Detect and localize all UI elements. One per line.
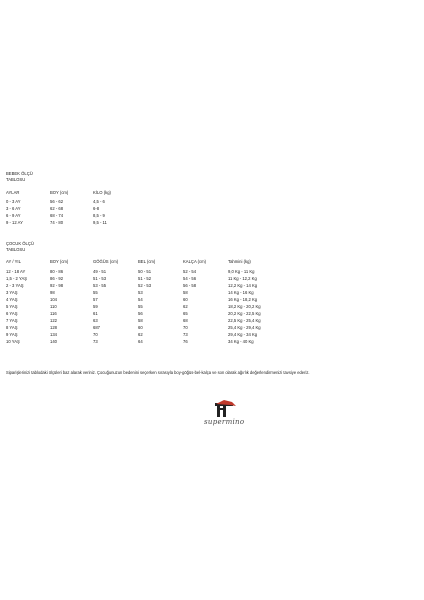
child-row-0-waist: 50 - 51 <box>138 269 152 274</box>
child-row-2-age: 2 - 3 YAŞ <box>6 283 24 288</box>
child-row-0-height: 80 - 86 <box>50 269 64 274</box>
baby-header-months: AYLAR <box>6 190 20 195</box>
child-row-3-age: 3 YAŞ <box>6 290 18 295</box>
baby-header-weight: KİLO (kg) <box>93 190 111 195</box>
child-row-4-height: 104 <box>50 297 57 302</box>
child-row-8-age: 8 YAŞ <box>6 325 18 330</box>
baby-row-0-height: 56 - 62 <box>50 199 64 204</box>
child-row-8-waist: 60 <box>138 325 143 330</box>
child-row-8-chest: 687 <box>93 325 100 330</box>
child-row-10-height: 140 <box>50 339 57 344</box>
child-row-7-weight: 22,5 Kg - 25,4 Kg <box>228 318 261 323</box>
child-row-9-hip: 73 <box>183 332 188 337</box>
child-header-age: AY / YIL <box>6 259 21 264</box>
child-header-weight: Tahmini (kg) <box>228 259 251 264</box>
child-row-3-weight: 14 Kg - 16 Kg <box>228 290 254 295</box>
child-row-7-chest: 63 <box>93 318 98 323</box>
baby-row-1-weight: 6-8 <box>93 206 100 211</box>
child-row-8-hip: 70 <box>183 325 188 330</box>
child-row-4-waist: 54 <box>138 297 143 302</box>
baby-row-3-weight: 9,5 - 11 <box>93 220 107 225</box>
child-row-7-hip: 68 <box>183 318 188 323</box>
child-table-title-line1: ÇOCUK ÖLÇÜ <box>6 241 34 246</box>
baby-row-3-months: 9 - 12 AY <box>6 220 23 225</box>
child-row-6-age: 6 YAŞ <box>6 311 18 316</box>
child-header-chest: GÖĞÜS (cm) <box>93 259 119 264</box>
child-header-hip: KALÇA (cm) <box>183 259 207 264</box>
child-row-3-chest: 55 <box>93 290 98 295</box>
child-row-3-waist: 53 <box>138 290 143 295</box>
child-row-9-chest: 70 <box>93 332 98 337</box>
child-row-6-weight: 20,2 Kg - 22,5 Kg <box>228 311 261 316</box>
child-row-7-waist: 58 <box>138 318 143 323</box>
child-row-10-hip: 76 <box>183 339 188 344</box>
baby-table-title-line1: BEBEK ÖLÇÜ <box>6 171 33 176</box>
child-row-0-age: 12 - 18 AY <box>6 269 26 274</box>
child-row-1-waist: 51 - 52 <box>138 276 152 281</box>
baby-row-3-height: 74 - 80 <box>50 220 64 225</box>
child-row-9-waist: 62 <box>138 332 143 337</box>
child-row-4-age: 4 YAŞ <box>6 297 18 302</box>
child-row-2-waist: 52 - 53 <box>138 283 152 288</box>
child-header-height: BOY (cm) <box>50 259 69 264</box>
baby-row-1-months: 3 - 6 AY <box>6 206 21 211</box>
child-row-0-hip: 52 - 54 <box>183 269 197 274</box>
child-row-0-weight: 9,0 Kg - 11 Kg <box>228 269 255 274</box>
child-row-5-height: 110 <box>50 304 57 309</box>
child-row-5-weight: 18,2 Kg - 20,2 Kg <box>228 304 261 309</box>
child-row-2-weight: 12,2 Kg - 14 Kg <box>228 283 258 288</box>
child-row-4-weight: 16 Kg - 18,2 Kg <box>228 297 258 302</box>
size-advice-note: Siparişlerinizi tablodaki ölçüleri baz alarak veriniz. Çocuğunuzun bedenini seçerken sırasıyla boy-göğüs-bel-kalça ve son olarak ağırlık değerlendirmenizi tavsiye ederiz. <box>6 370 310 375</box>
child-row-7-age: 7 YAŞ <box>6 318 18 323</box>
child-row-7-height: 122 <box>50 318 57 323</box>
child-row-6-waist: 56 <box>138 311 143 316</box>
child-row-10-weight: 34 Kg - 40 Kg <box>228 339 254 344</box>
baby-row-2-weight: 8,5 - 9 <box>93 213 105 218</box>
child-row-1-height: 86 - 92 <box>50 276 64 281</box>
baby-row-2-months: 6 - 9 AY <box>6 213 21 218</box>
child-table-title-line2: TABLOSU <box>6 246 26 252</box>
child-row-0-chest: 49 - 51 <box>93 269 107 274</box>
child-row-4-chest: 57 <box>93 297 98 302</box>
baby-table-title-line2: TABLOSU <box>6 176 26 182</box>
child-row-3-hip: 58 <box>183 290 188 295</box>
child-row-1-hip: 54 - 56 <box>183 276 197 281</box>
child-row-8-weight: 25,4 Kg - 29,4 Kg <box>228 325 261 330</box>
brand-name: supermino <box>204 418 245 426</box>
child-row-5-chest: 59 <box>93 304 98 309</box>
child-row-1-age: 1,5 - 2 YAŞ <box>6 276 28 281</box>
child-row-9-age: 9 YAŞ <box>6 332 18 337</box>
child-row-1-weight: 11 Kg - 12,2 Kg <box>228 276 257 281</box>
child-row-5-hip: 62 <box>183 304 188 309</box>
baby-row-0-months: 0 - 3 AY <box>6 199 21 204</box>
child-row-5-age: 5 YAŞ <box>6 304 18 309</box>
child-row-3-height: 98 <box>50 290 55 295</box>
baby-row-1-height: 62 - 68 <box>50 206 64 211</box>
child-row-9-height: 134 <box>50 332 57 337</box>
baby-header-height: BOY (cm) <box>50 190 69 195</box>
child-row-4-hip: 60 <box>183 297 188 302</box>
child-row-10-chest: 73 <box>93 339 98 344</box>
child-row-9-weight: 29,4 Kg - 34 Kg <box>228 332 258 337</box>
child-row-2-height: 92 - 98 <box>50 283 64 288</box>
child-row-5-waist: 55 <box>138 304 143 309</box>
child-row-6-height: 116 <box>50 311 57 316</box>
baby-row-2-height: 68 - 74 <box>50 213 64 218</box>
child-row-2-hip: 56 - 58 <box>183 283 197 288</box>
child-row-10-age: 10 YAŞ <box>6 339 20 344</box>
child-row-10-waist: 64 <box>138 339 143 344</box>
child-row-8-height: 128 <box>50 325 57 330</box>
child-row-6-hip: 65 <box>183 311 188 316</box>
child-row-2-chest: 53 - 55 <box>93 283 107 288</box>
child-row-6-chest: 61 <box>93 311 98 316</box>
child-row-1-chest: 51 - 53 <box>93 276 107 281</box>
baby-row-0-weight: 4,5 - 6 <box>93 199 105 204</box>
child-header-waist: BEL (cm) <box>138 259 156 264</box>
